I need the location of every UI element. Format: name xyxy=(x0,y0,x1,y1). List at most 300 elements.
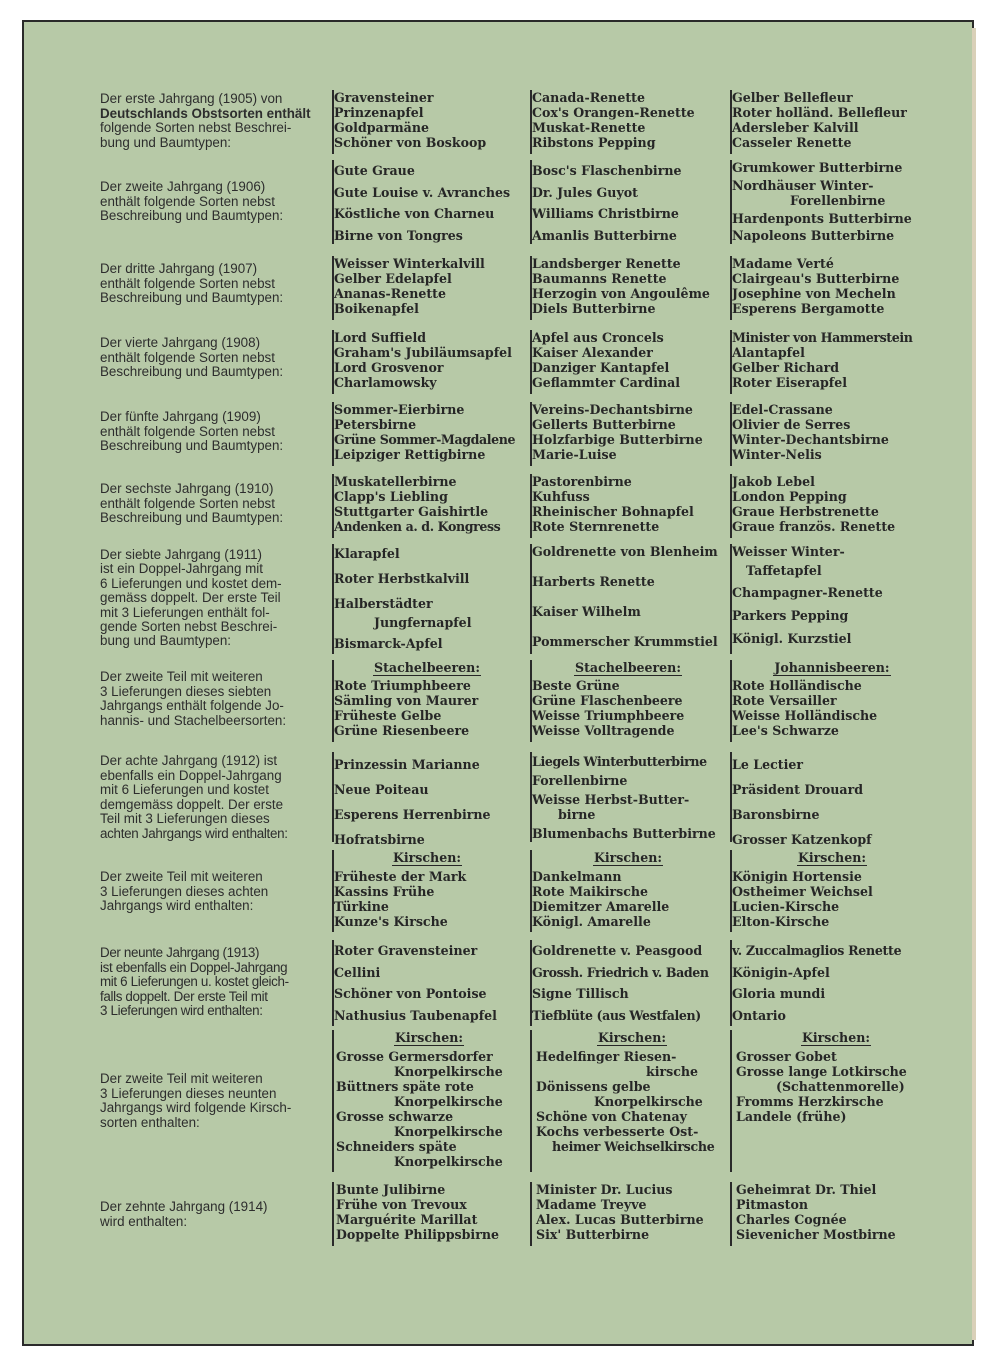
variety-item: Vereins-Dechantsbirne xyxy=(532,402,693,417)
intro-line: gende Sorten nebst Beschrei- xyxy=(100,619,278,635)
intro-line: ist ebenfalls ein Doppel-Jahrgang xyxy=(100,959,288,975)
variety-item: Lucien-Kirsche xyxy=(732,899,840,914)
variety-item: Frühe von Trevoux xyxy=(336,1197,467,1212)
variety-item: Baronsbirne xyxy=(732,807,820,822)
variety-item: Leipziger Rettigbirne xyxy=(334,447,486,462)
variety-item: Weisse Triumphbeere xyxy=(532,708,685,723)
variety-item: Williams Christbirne xyxy=(532,206,679,221)
variety-item: Schneiders späte xyxy=(336,1139,457,1154)
variety-item: Holzfarbige Butterbirne xyxy=(532,432,703,447)
variety-item: Weisser Winterkalvill xyxy=(334,256,485,271)
variety-item: Roter holländ. Bellefleur xyxy=(732,105,907,120)
variety-list xyxy=(334,160,520,246)
section-heading-text: Stachelbeeren: xyxy=(575,660,681,675)
column-divider xyxy=(530,1182,532,1246)
variety-item: Gute Graue xyxy=(334,163,415,178)
variety-list xyxy=(532,160,724,246)
variety-list xyxy=(732,402,932,462)
variety-item: Muskatellerbirne xyxy=(334,474,457,489)
variety-item: Knorpelkirsche xyxy=(394,1124,503,1139)
row-1905 xyxy=(24,90,972,158)
intro-line: enthält folgende Sorten nebst xyxy=(100,423,275,439)
variety-item: Dankelmann xyxy=(532,869,622,884)
variety-item: Fromms Herzkirsche xyxy=(736,1094,884,1109)
variety-list xyxy=(732,660,932,738)
variety-item: Gellerts Butterbirne xyxy=(532,417,676,432)
variety-list xyxy=(334,474,520,534)
intro-line: folgende Sorten nebst Beschrei- xyxy=(100,120,292,136)
variety-item: Bismarck-Apfel xyxy=(334,636,443,651)
intro-line: bung und Baumtypen: xyxy=(100,134,232,150)
variety-item: Rote Holländische xyxy=(732,678,862,693)
intro-line: Jahrgangs enthält folgende Jo- xyxy=(100,698,284,714)
variety-list xyxy=(732,256,932,316)
variety-item: Birne von Tongres xyxy=(334,227,463,243)
variety-list xyxy=(732,160,932,243)
variety-item: Knorpelkirsche xyxy=(594,1094,703,1109)
section-heading xyxy=(732,660,932,675)
variety-item: Esperens Bergamotte xyxy=(732,301,885,316)
intro-line: 3 Lieferungen dieses achten xyxy=(100,883,269,899)
variety-item: London Pepping xyxy=(732,489,847,504)
variety-item: Jungfernapfel xyxy=(374,615,472,630)
variety-item: Charles Cognée xyxy=(736,1212,847,1227)
intro-line: wird enthalten: xyxy=(100,1213,188,1229)
intro-line: Jahrgangs wird folgende Kirsch- xyxy=(100,1100,292,1116)
variety-item: Bunte Julibirne xyxy=(336,1182,446,1197)
variety-item: Gelber Richard xyxy=(732,360,840,375)
variety-list xyxy=(732,940,932,1026)
variety-item: Grosser Gobet xyxy=(736,1049,837,1064)
variety-item: Grüne Riesenbeere xyxy=(334,723,470,738)
variety-item: Danziger Kantapfel xyxy=(532,360,670,375)
row-1911-part-1 xyxy=(24,544,972,656)
variety-item: Ribstons Pepping xyxy=(532,135,656,150)
section-heading-text: Stachelbeeren: xyxy=(374,660,480,675)
intro-line: falls doppelt. Der erste Teil mit xyxy=(100,988,268,1004)
variety-list xyxy=(732,850,932,929)
variety-item: Grumkower Butterbirne xyxy=(732,160,903,175)
variety-item: Esperens Herrenbirne xyxy=(334,807,491,822)
variety-item: Jakob Lebel xyxy=(732,474,815,489)
variety-item: Hardenponts Butterbirne xyxy=(732,211,912,226)
variety-list xyxy=(532,402,724,462)
variety-item: Weisse Holländische xyxy=(732,708,878,723)
intro-text xyxy=(100,1200,322,1229)
intro-line: ebenfalls ein Doppel-Jahrgang xyxy=(100,767,282,783)
variety-item: Lee's Schwarze xyxy=(732,723,839,738)
variety-item: Weisse Herbst-Butter- xyxy=(532,792,690,807)
variety-item: Hedelfinger Riesen- xyxy=(536,1049,677,1064)
section-heading-text: Johannisbeeren: xyxy=(774,660,890,675)
row-1907 xyxy=(24,256,972,322)
section-heading xyxy=(736,1030,936,1045)
variety-item: Roter Gravensteiner xyxy=(334,943,478,958)
variety-item: Pommerscher Krummstiel xyxy=(532,634,718,649)
variety-item: Bosc's Flaschenbirne xyxy=(532,163,682,178)
variety-item: Kassins Frühe xyxy=(334,884,435,899)
variety-item: Doppelte Philippsbirne xyxy=(336,1227,500,1242)
section-heading xyxy=(334,850,520,865)
column-divider xyxy=(730,1182,732,1246)
variety-item: Königl. Kurzstiel xyxy=(732,631,852,646)
section-heading xyxy=(532,850,724,865)
variety-item: Knorpelkirsche xyxy=(394,1064,503,1079)
row-1911-part-2 xyxy=(24,660,972,744)
variety-item: Halberstädter xyxy=(334,596,433,611)
variety-item: Napoleons Butterbirne xyxy=(732,228,895,243)
intro-line: Der fünfte Jahrgang (1909) xyxy=(100,409,261,424)
variety-item: Gloria mundi xyxy=(732,986,826,1001)
variety-list xyxy=(334,940,520,1026)
variety-list xyxy=(732,752,932,852)
intro-line: Der zweite Teil mit weiteren xyxy=(100,669,263,684)
intro-line: enthält folgende Sorten nebst xyxy=(100,495,275,511)
variety-item: Nordhäuser Winter- xyxy=(732,178,874,193)
intro-text xyxy=(100,180,322,224)
intro-line: 3 Lieferungen wird enthalten: xyxy=(100,1003,263,1019)
section-heading xyxy=(536,1030,728,1045)
intro-line: Jahrgangs wird enthalten: xyxy=(100,898,254,914)
variety-item: Taffetapfel xyxy=(746,563,822,578)
intro-text xyxy=(100,946,322,1019)
section-heading xyxy=(532,660,724,675)
variety-item: Gravensteiner xyxy=(334,90,434,105)
intro-line: Beschreibung und Baumtypen: xyxy=(100,438,284,454)
variety-item: kirsche xyxy=(646,1064,699,1079)
variety-item: Parkers Pepping xyxy=(732,608,849,623)
intro-text xyxy=(100,754,322,842)
intro-text xyxy=(100,262,322,306)
intro-line: Beschreibung und Baumtypen: xyxy=(100,510,284,526)
variety-item: Amanlis Butterbirne xyxy=(532,227,677,243)
variety-item: Schöne von Chatenay xyxy=(536,1109,687,1124)
intro-line: Der dritte Jahrgang (1907) xyxy=(100,261,258,276)
intro-text xyxy=(100,482,322,526)
variety-list xyxy=(732,474,932,534)
variety-item: Madame Treyve xyxy=(536,1197,647,1212)
variety-item: Geflammter Cardinal xyxy=(532,375,681,390)
variety-item: Gute Louise v. Avranches xyxy=(334,184,511,200)
variety-item: Harberts Renette xyxy=(532,574,655,589)
intro-text xyxy=(100,548,322,649)
variety-item: Kochs verbesserte Ost- xyxy=(536,1124,699,1139)
variety-item: Grüne Flaschenbeere xyxy=(532,693,683,708)
variety-item: Marie-Luise xyxy=(532,447,617,462)
variety-list xyxy=(532,256,724,316)
variety-item: Präsident Drouard xyxy=(732,782,864,797)
section-heading-text: Kirschen: xyxy=(597,1030,667,1045)
variety-item: Dr. Jules Guyot xyxy=(532,184,639,200)
variety-item: Minister Dr. Lucius xyxy=(536,1182,673,1197)
variety-list xyxy=(334,752,520,852)
variety-item: Apfel aus Croncels xyxy=(532,330,664,345)
variety-list xyxy=(336,1030,522,1169)
section-heading xyxy=(334,660,520,675)
variety-list xyxy=(532,940,724,1026)
variety-list xyxy=(736,1182,936,1242)
variety-item: Sämling von Maurer xyxy=(334,693,479,708)
variety-item: Königl. Amarelle xyxy=(532,914,651,929)
variety-list xyxy=(532,474,724,534)
section-heading-text: Kirschen: xyxy=(392,850,462,865)
variety-list xyxy=(532,90,724,150)
variety-item: Kaiser Alexander xyxy=(532,345,653,360)
variety-item: Ananas-Renette xyxy=(334,286,447,301)
intro-line: Der vierte Jahrgang (1908) xyxy=(100,335,261,350)
intro-line: gemäss doppelt. Der erste Teil xyxy=(100,590,281,606)
variety-list xyxy=(532,752,724,841)
variety-item: Le Lectier xyxy=(732,757,804,772)
variety-list xyxy=(532,850,724,929)
variety-item: Six' Butterbirne xyxy=(536,1227,650,1242)
variety-item: Prinzenapfel xyxy=(334,105,424,120)
intro-line: Beschreibung und Baumtypen: xyxy=(100,208,284,224)
variety-item: Winter-Nelis xyxy=(732,447,822,462)
variety-list xyxy=(334,330,520,390)
variety-item: Roter Herbstkalvill xyxy=(334,571,470,586)
variety-item: Alantapfel xyxy=(732,345,805,360)
row-1909 xyxy=(24,402,972,468)
variety-item: Grosse lange Lotkirsche xyxy=(736,1064,907,1079)
variety-item: Graue Herbstrenette xyxy=(732,504,879,519)
variety-item: Olivier de Serres xyxy=(732,417,851,432)
variety-list xyxy=(334,546,520,651)
variety-item: Knorpelkirsche xyxy=(394,1154,503,1169)
variety-item: Rote Sternrenette xyxy=(532,519,660,534)
variety-item: Stuttgarter Gaishirtle xyxy=(334,504,489,519)
intro-text xyxy=(100,410,322,454)
intro-line: Der achte Jahrgang (1912) ist xyxy=(100,753,278,768)
intro-line: 3 Lieferungen dieses neunten xyxy=(100,1085,277,1101)
row-1912-part-1 xyxy=(24,752,972,847)
variety-item: v. Zuccalmaglios Renette xyxy=(732,943,902,958)
variety-item: Blumenbachs Butterbirne xyxy=(532,826,716,841)
variety-item: Minister von Hammerstein xyxy=(732,330,913,345)
variety-item: Herzogin von Angoulême xyxy=(532,286,710,301)
variety-list xyxy=(536,1030,728,1154)
intro-line: Der zehnte Jahrgang (1914) xyxy=(100,1199,268,1214)
variety-item: Diels Butterbirne xyxy=(532,301,656,316)
variety-item: Marguérite Marillat xyxy=(336,1212,478,1227)
variety-item: heimer Weichselkirsche xyxy=(552,1139,715,1154)
variety-item: Rote Triumphbeere xyxy=(334,678,471,693)
intro-line: Der neunte Jahrgang (1913) xyxy=(100,945,260,960)
row-1912-part-2 xyxy=(24,850,972,934)
intro-line: hannis- und Stachelbeersorten: xyxy=(100,712,287,728)
variety-item: Winter-Dechantsbirne xyxy=(732,432,889,447)
variety-item: Graue französ. Renette xyxy=(732,519,896,534)
variety-item: Grüne Sommer-Magdalene xyxy=(334,432,516,447)
variety-item: Goldrenette von Blenheim xyxy=(532,544,718,559)
column-divider xyxy=(730,1030,732,1172)
variety-item: Gelber Bellefleur xyxy=(732,90,853,105)
variety-item: Forellenbirne xyxy=(790,193,886,208)
intro-line: Beschreibung und Baumtypen: xyxy=(100,290,284,306)
variety-item: Königin Hortensie xyxy=(732,869,862,884)
row-1914 xyxy=(24,1182,972,1248)
variety-item: Canada-Renette xyxy=(532,90,645,105)
variety-item: Lord Grosvenor xyxy=(334,360,444,375)
variety-list xyxy=(536,1182,728,1242)
variety-item: Grossh. Friedrich v. Baden xyxy=(532,964,709,980)
intro-line: enthält folgende Sorten nebst xyxy=(100,349,275,365)
variety-item: Weisse Volltragende xyxy=(532,723,675,738)
variety-item: Champagner-Renette xyxy=(732,585,883,600)
variety-item: Gelber Edelapfel xyxy=(334,271,452,286)
section-heading xyxy=(336,1030,522,1045)
variety-item: Andenken a. d. Kongress xyxy=(334,519,501,534)
row-1906 xyxy=(24,160,972,246)
row-1910 xyxy=(24,474,972,540)
variety-item: Pastorenbirne xyxy=(532,474,632,489)
variety-item: Casseler Renette xyxy=(732,135,852,150)
variety-item: Liegels Winterbutterbirne xyxy=(532,754,707,769)
intro-line: Der erste Jahrgang (1905) von xyxy=(100,91,283,106)
variety-item: Alex. Lucas Butterbirne xyxy=(536,1212,704,1227)
variety-item: Weisser Winter- xyxy=(732,544,845,559)
variety-item: Sievenicher Mostbirne xyxy=(736,1227,896,1242)
variety-item: Rote Versailler xyxy=(732,693,837,708)
variety-list xyxy=(736,1030,936,1124)
variety-item: Landele (frühe) xyxy=(736,1109,847,1124)
variety-item: Baumanns Renette xyxy=(532,271,667,286)
intro-line: enthält folgende Sorten nebst xyxy=(100,193,275,209)
intro-line: demgemäss doppelt. Der erste xyxy=(100,796,284,812)
variety-item: Früheste Gelbe xyxy=(334,708,442,723)
section-heading xyxy=(732,850,932,865)
intro-line: 6 Lieferungen und kostet dem- xyxy=(100,575,282,591)
intro-line: Der siebte Jahrgang (1911) xyxy=(100,547,263,562)
variety-item: Grosser Katzenkopf xyxy=(732,832,872,847)
variety-item: Tiefblüte (aus Westfalen) xyxy=(532,1007,701,1023)
column-divider xyxy=(332,1182,334,1246)
variety-item: Königin-Apfel xyxy=(732,964,830,980)
variety-item: Beste Grüne xyxy=(532,678,620,693)
variety-item: Schöner von Boskoop xyxy=(334,135,487,150)
row-1913-part-1 xyxy=(24,940,972,1028)
column-divider xyxy=(530,1030,532,1172)
intro-line: Der sechste Jahrgang (1910) xyxy=(100,481,274,496)
variety-item: Clapp's Liebling xyxy=(334,489,448,504)
variety-item: Madame Verté xyxy=(732,256,834,271)
variety-item: Köstliche von Charneu xyxy=(334,206,495,221)
variety-item: Kaiser Wilhelm xyxy=(532,604,641,619)
intro-text xyxy=(100,670,322,728)
variety-item: Kuhfuss xyxy=(532,489,590,504)
variety-list xyxy=(334,850,520,929)
variety-list xyxy=(532,660,724,738)
section-heading-text: Kirschen: xyxy=(797,850,867,865)
variety-list xyxy=(336,1182,522,1242)
intro-line: sorten enthalten: xyxy=(100,1114,200,1130)
variety-list xyxy=(532,544,724,649)
intro-line: Teil mit 3 Lieferungen dieses xyxy=(100,811,270,827)
variety-item: Pitmaston xyxy=(736,1197,809,1212)
variety-list xyxy=(732,90,932,150)
variety-item: Cox's Orangen-Renette xyxy=(532,105,695,120)
intro-line: Deutschlands Obstsorten enthält xyxy=(100,105,311,121)
variety-item: Signe Tillisch xyxy=(532,986,629,1001)
variety-item: Boikenapfel xyxy=(334,301,419,316)
variety-item: Rheinischer Bohnapfel xyxy=(532,504,694,519)
column-divider xyxy=(332,1030,334,1172)
variety-item: Schöner von Pontoise xyxy=(334,986,487,1001)
variety-item: Edel-Crassane xyxy=(732,402,833,417)
variety-list xyxy=(532,330,724,390)
section-heading-text: Kirschen: xyxy=(593,850,663,865)
variety-list xyxy=(334,402,520,462)
section-heading-text: Kirschen: xyxy=(394,1030,464,1045)
intro-line: Der zweite Teil mit weiteren xyxy=(100,1071,263,1086)
variety-item: Clairgeau's Butterbirne xyxy=(732,271,900,286)
variety-item: Josephine von Mecheln xyxy=(732,286,896,301)
variety-item: Nathusius Taubenapfel xyxy=(334,1007,497,1023)
intro-line: bung und Baumtypen: xyxy=(100,633,232,649)
intro-line: Der zweite Jahrgang (1906) xyxy=(100,179,266,194)
intro-text xyxy=(100,1072,322,1130)
variety-list xyxy=(334,256,520,316)
intro-text xyxy=(100,92,322,150)
variety-item: Dönissens gelbe xyxy=(536,1079,651,1094)
intro-line: ist ein Doppel-Jahrgang mit xyxy=(100,561,264,577)
intro-line: mit 3 Lieferungen enthält fol- xyxy=(100,604,270,620)
variety-item: Goldparmäne xyxy=(334,120,430,135)
variety-item: Ostheimer Weichsel xyxy=(732,884,873,899)
variety-item: Lord Suffield xyxy=(334,330,427,345)
variety-item: Prinzessin Marianne xyxy=(334,757,480,772)
variety-item: Früheste der Mark xyxy=(334,869,467,884)
variety-item: Cellini xyxy=(334,964,381,980)
variety-item: Roter Eiserapfel xyxy=(732,375,848,390)
variety-item: Kunze's Kirsche xyxy=(334,914,448,929)
variety-list xyxy=(732,544,932,646)
row-1913-part-2 xyxy=(24,1030,972,1174)
variety-item: Knorpelkirsche xyxy=(394,1094,503,1109)
variety-item: Büttners späte rote xyxy=(336,1079,474,1094)
variety-item: Forellenbirne xyxy=(532,773,628,788)
variety-item: Grosse schwarze xyxy=(336,1109,454,1124)
variety-item: Sommer-Eierbirne xyxy=(334,402,465,417)
variety-item: Klarapfel xyxy=(334,546,400,561)
variety-item: Petersbirne xyxy=(334,417,417,432)
intro-line: 3 Lieferungen dieses siebten xyxy=(100,683,272,699)
variety-item: Ontario xyxy=(732,1007,786,1023)
variety-item: Hofratsbirne xyxy=(334,832,425,847)
variety-item: Charlamowsky xyxy=(334,375,437,390)
variety-list xyxy=(334,660,520,738)
variety-item: Goldrenette v. Peasgood xyxy=(532,943,703,958)
variety-item: (Schattenmorelle) xyxy=(776,1079,905,1094)
variety-item: Grosse Germersdorfer xyxy=(336,1049,493,1064)
intro-line: enthält folgende Sorten nebst xyxy=(100,275,275,291)
row-1908 xyxy=(24,330,972,396)
variety-item: Diemitzer Amarelle xyxy=(532,899,670,914)
section-heading-text: Kirschen: xyxy=(801,1030,871,1045)
variety-item: Graham's Jubiläumsapfel xyxy=(334,345,512,360)
variety-item: Neue Poiteau xyxy=(334,782,429,797)
intro-line: Der zweite Teil mit weiteren xyxy=(100,869,263,884)
variety-item: Landsberger Renette xyxy=(532,256,681,271)
variety-item: birne xyxy=(558,807,596,822)
intro-line: achten Jahrgangs wird enthalten: xyxy=(100,825,288,841)
variety-list xyxy=(334,90,520,150)
variety-item: Muskat-Renette xyxy=(532,120,646,135)
intro-line: Beschreibung und Baumtypen: xyxy=(100,364,284,380)
intro-text xyxy=(100,336,322,380)
intro-line: mit 6 Lieferungen und kostet xyxy=(100,782,269,798)
variety-item: Elton-Kirsche xyxy=(732,914,830,929)
